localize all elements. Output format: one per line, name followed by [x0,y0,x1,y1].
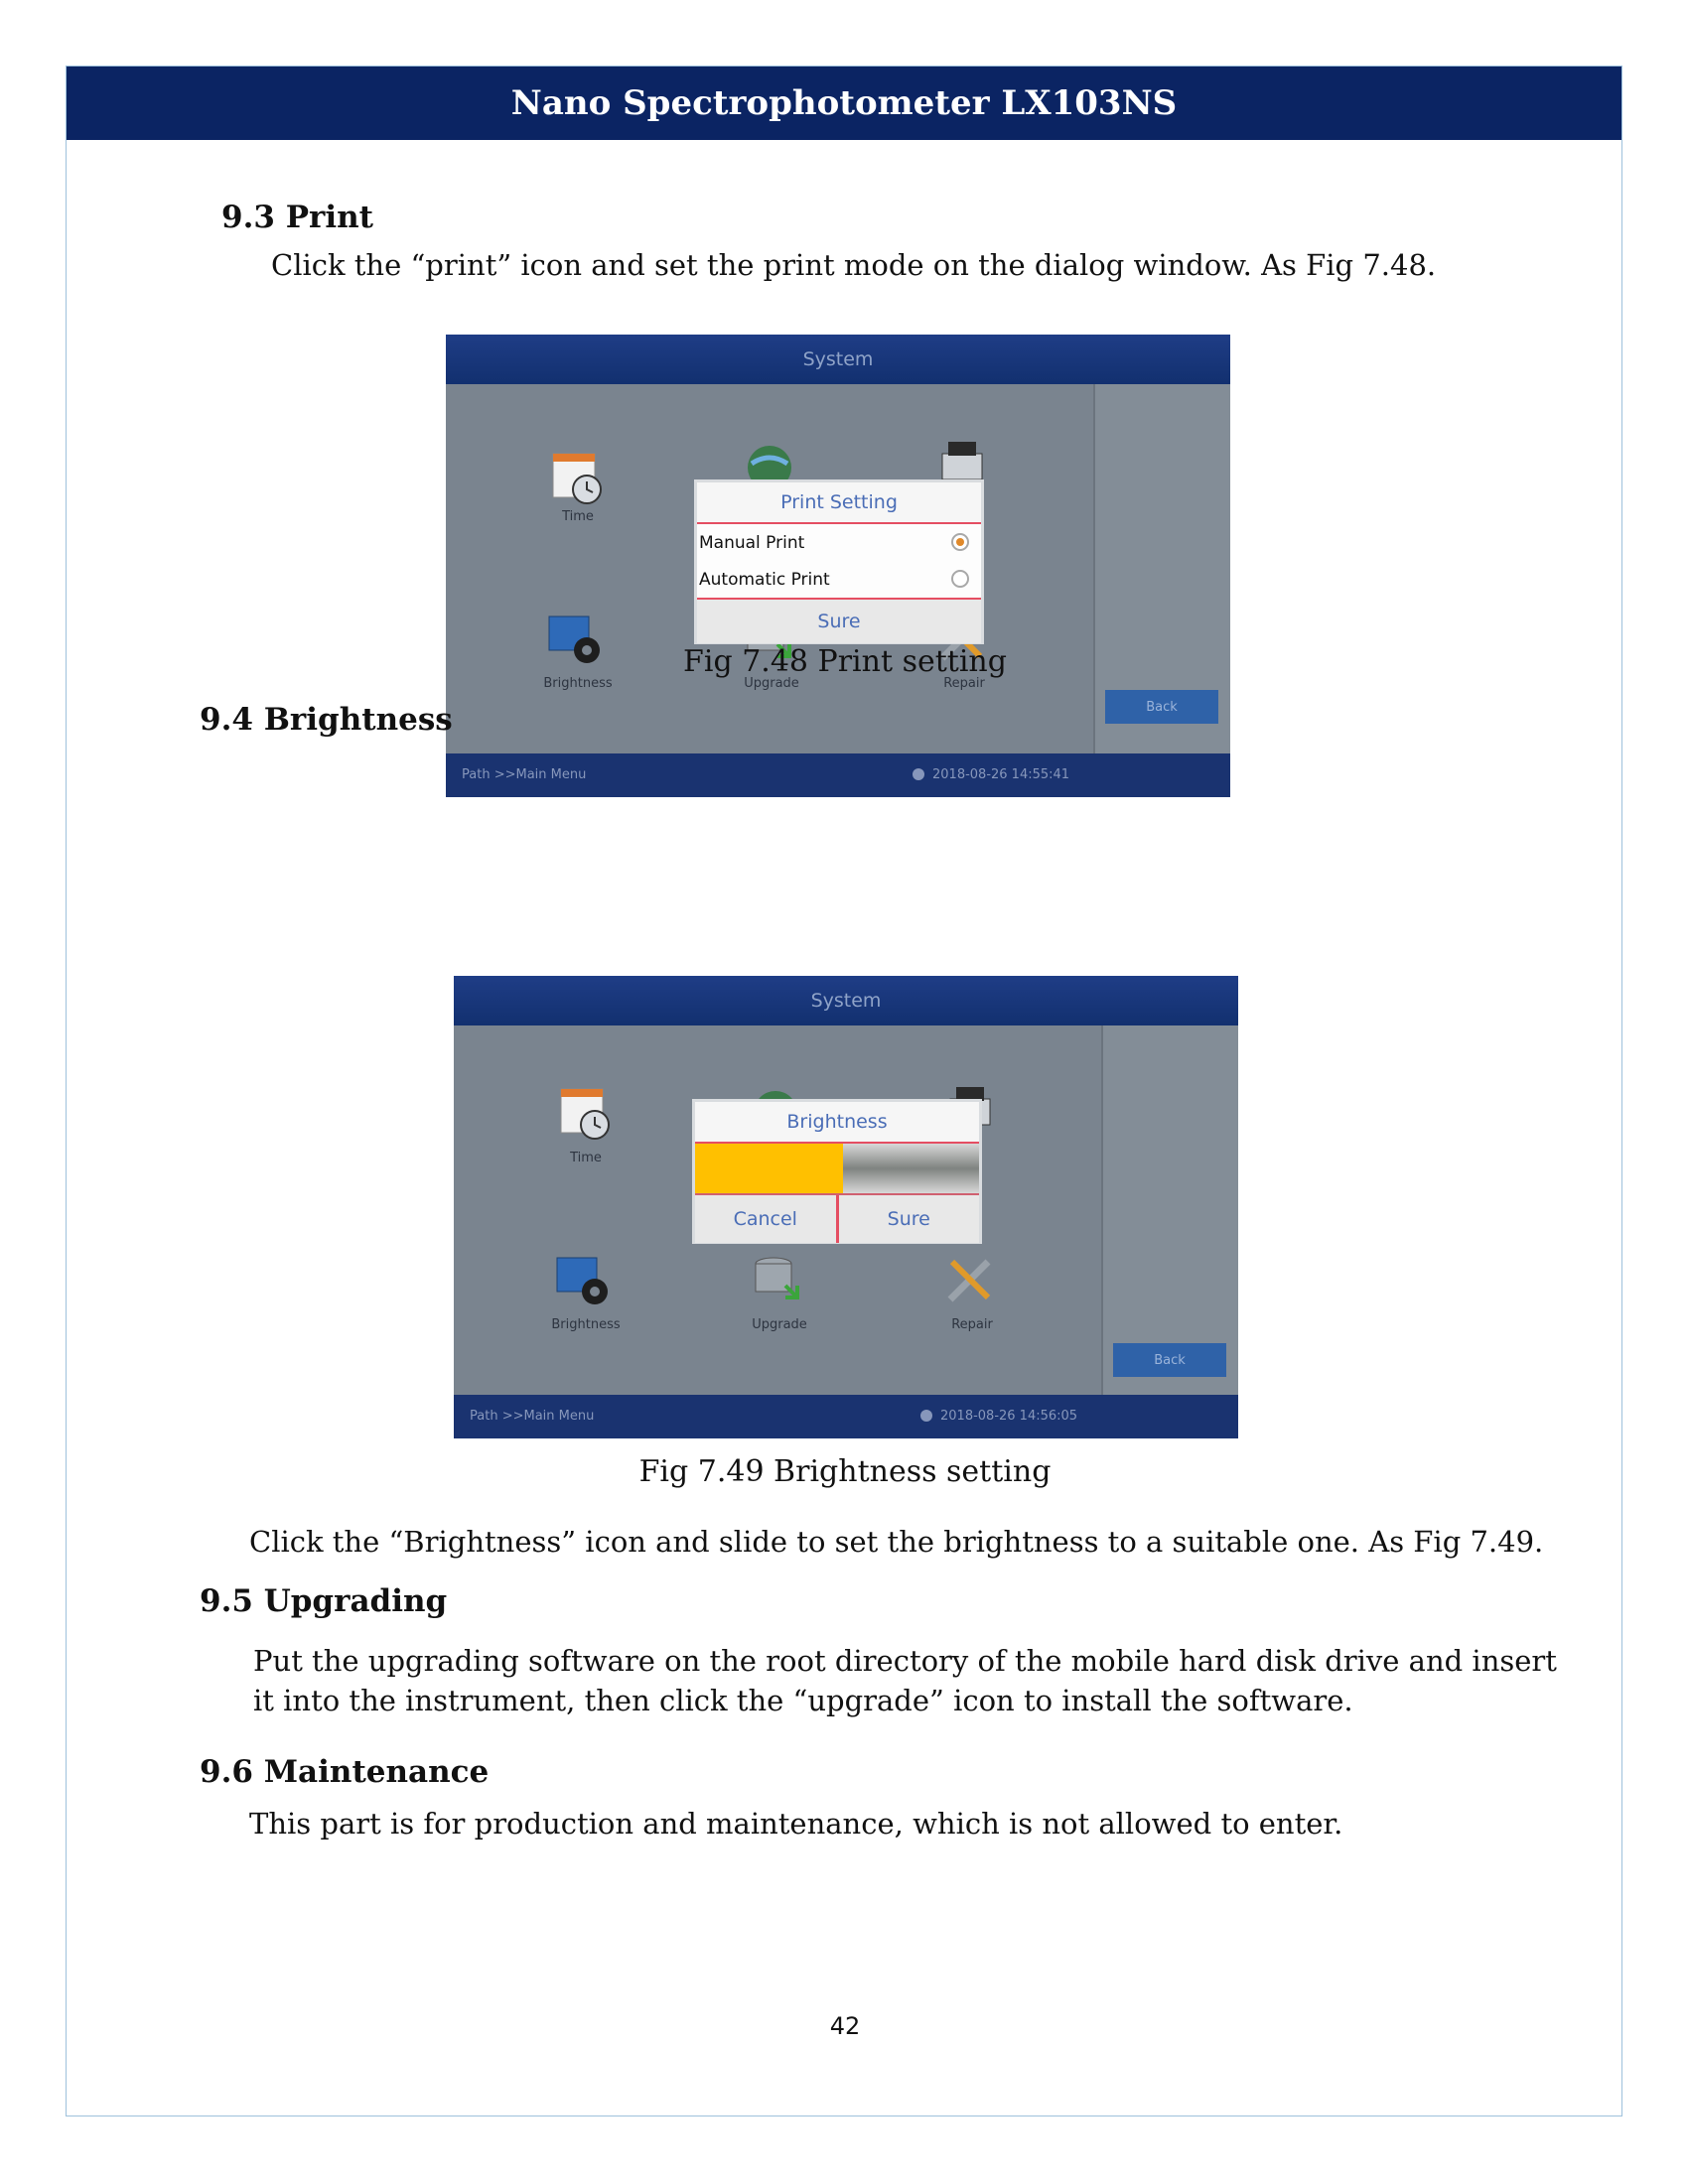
dialog-button-row [695,1195,979,1243]
screen-status-bar [454,1395,1238,1438]
brightness-icon[interactable] [553,1250,613,1309]
brightness-paragraph: Click the “Brightness” icon and slide to set the brightness to a suitable one. As Fig 7.49. [249,1525,1544,1559]
back-button[interactable]: Back [1113,1343,1226,1377]
status-datetime [913,767,1069,782]
option-manual-print[interactable] [697,524,981,561]
icon-label-brightness: Brightness [543,676,613,691]
icon-label-upgrade: Upgrade [752,1317,807,1332]
brightness-slider-track [843,1144,979,1193]
option-automatic-print[interactable] [697,561,981,598]
icon-label-repair: Repair [943,676,985,691]
upgrading-paragraph-line2: it into the instrument, then click the “upgrade” icon to install the software. [253,1684,1353,1717]
icon-label-brightness: Brightness [551,1317,621,1332]
header-title: Nano Spectrophotometer LX103NS [510,83,1178,123]
option-manual-label: Manual Print [699,532,805,553]
screen-title: System [810,990,882,1012]
clock-icon[interactable] [555,1083,615,1143]
screen-right-panel [1101,1025,1238,1395]
dialog-title: Print Setting [697,482,981,524]
icon-label-upgrade: Upgrade [744,676,799,691]
clock-icon[interactable] [547,448,607,507]
sure-button[interactable]: Sure [836,1195,980,1243]
screen-status-bar [446,753,1230,797]
status-datetime [920,1409,1077,1424]
maintenance-paragraph: This part is for production and maintenance, which is not allowed to enter. [249,1807,1343,1841]
screen-title: System [802,348,874,370]
screen-title-bar [454,976,1238,1025]
cancel-button[interactable]: Cancel [695,1195,836,1243]
datetime-text: 2018-08-26 14:55:41 [932,767,1070,782]
section-heading-maintenance: 9.6 Maintenance [200,1754,490,1790]
brightness-slider[interactable] [695,1144,979,1195]
back-button[interactable]: Back [1105,690,1218,724]
print-setting-screenshot [446,335,1230,797]
dialog-title: Brightness [695,1102,979,1144]
brightness-slider-fill [695,1144,843,1193]
section-heading-upgrading: 9.5 Upgrading [200,1583,448,1619]
radio-automatic[interactable] [951,570,969,588]
screen-title-bar [446,335,1230,384]
figure-caption-print: Fig 7.48 Print setting [683,644,1007,679]
radio-manual-selected[interactable] [951,533,969,551]
datetime-text: 2018-08-26 14:56:05 [940,1409,1078,1424]
icon-label-repair: Repair [951,1317,993,1332]
path-breadcrumb: Path >>Main Menu [470,1409,595,1424]
path-breadcrumb: Path >>Main Menu [462,767,587,782]
sure-button[interactable]: Sure [697,598,981,643]
icon-label-time: Time [562,509,594,524]
icon-label-time: Time [570,1151,602,1165]
option-auto-label: Automatic Print [699,569,830,590]
section-heading-print: 9.3 Print [221,200,374,235]
database-upgrade-icon[interactable] [746,1250,805,1309]
figure-caption-brightness: Fig 7.49 Brightness setting [638,1454,1052,1489]
page-number: 42 [829,2012,861,2040]
page-frame [66,66,1622,2116]
header-banner [67,67,1621,140]
clock-small-icon [920,1410,932,1422]
upgrading-paragraph-line1: Put the upgrading software on the root directory of the mobile hard disk drive and insert [253,1644,1557,1678]
repair-tools-icon[interactable] [940,1250,1000,1309]
print-paragraph: Click the “print” icon and set the print mode on the dialog window. As Fig 7.48. [271,248,1437,282]
section-heading-brightness: 9.4 Brightness [200,702,453,738]
print-setting-dialog [694,479,984,644]
brightness-dialog [692,1099,982,1244]
clock-small-icon [913,768,924,780]
brightness-setting-screenshot [454,976,1238,1438]
